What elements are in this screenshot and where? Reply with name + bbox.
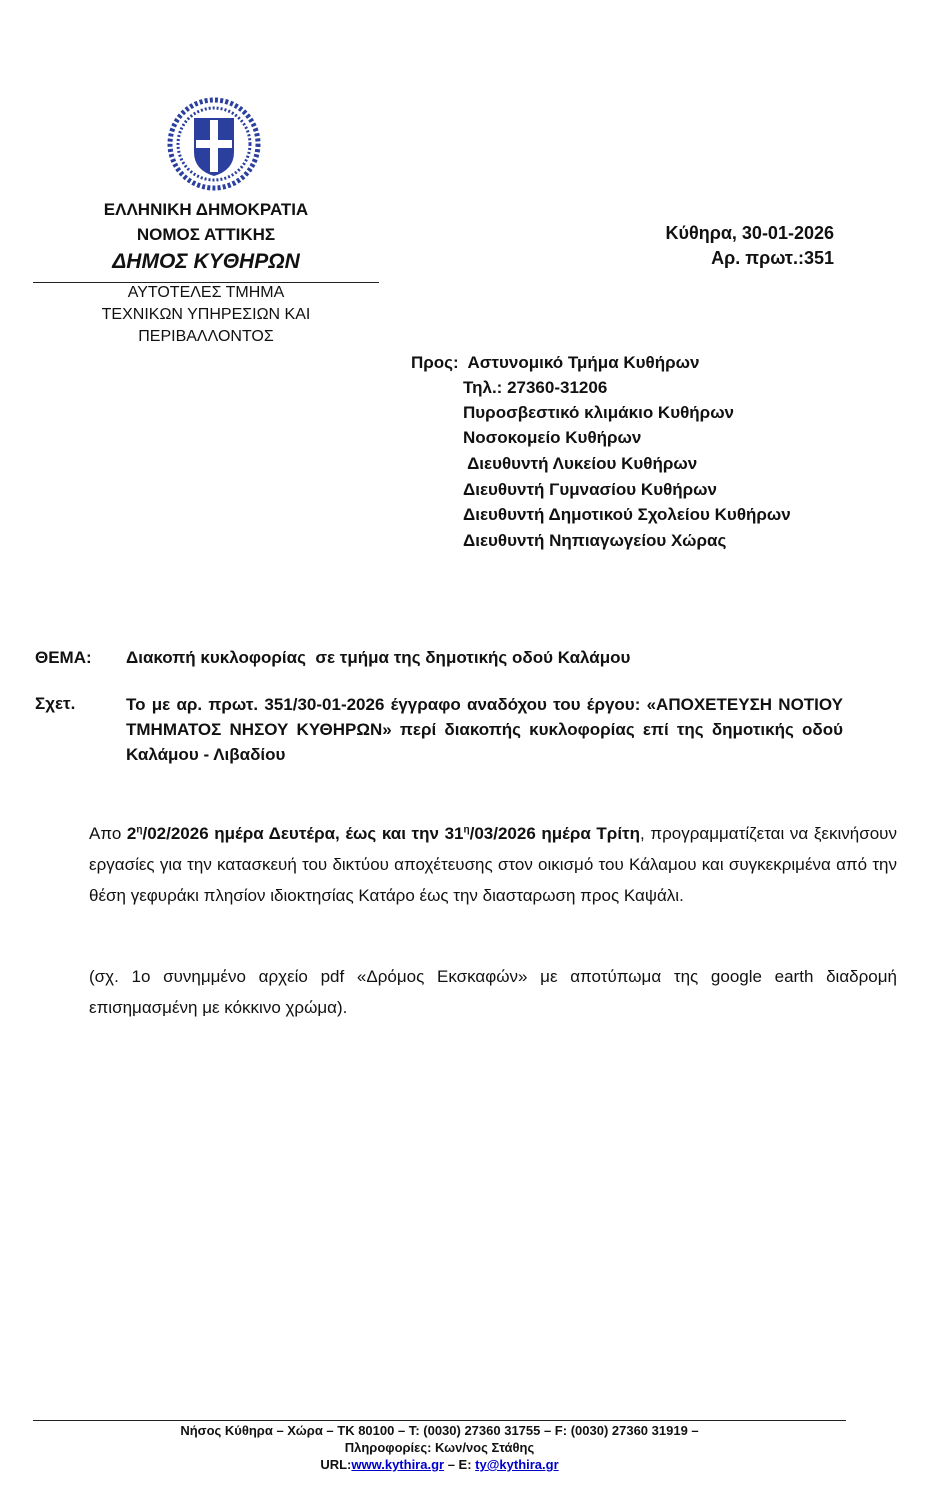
recipient-item: Διευθυντή Λυκείου Κυθήρων <box>463 454 698 473</box>
subject-label: ΘΕΜΑ: <box>35 648 92 667</box>
footer-contact: Πληροφορίες: Κων/νος Στάθης <box>344 1440 535 1455</box>
republic-heading: ΕΛΛΗΝΙΚΗ ΔΗΜΟΚΡΑΤΙΑ <box>103 200 309 219</box>
recipient-item: Διευθυντή Δημοτικού Σχολείου Κυθήρων <box>463 505 791 524</box>
subject-text: Διακοπή κυκλοφορίας σε τμήμα της δημοτικής οδού Καλάμου <box>126 648 631 667</box>
url-label: URL: <box>320 1457 352 1472</box>
prefecture-heading: ΝΟΜΟΣ ΑΤΤΙΚΗΣ <box>136 225 276 244</box>
recipient-item: Πυροσβεστικό κλιμάκιο Κυθήρων <box>463 403 735 422</box>
header-divider <box>33 282 379 283</box>
recipient-first: Αστυνομικό Τμήμα Κυθήρων <box>467 353 700 372</box>
end-date-rest: /03/2026 ημέρα Τρίτη <box>469 824 641 843</box>
start-date-day: 2 <box>126 824 137 843</box>
municipality-heading: ΔΗΜΟΣ ΚΥΘΗΡΩΝ <box>112 250 300 273</box>
p1-rest: προγραμματίζεται να ξεκινήσουν εργασίες για την κατασκευή του δικτύου αποχέτευσης στον οικισμό του Κάλαμου και συγκεκριμένα από την θέση γεφυράκι πλησίον ιδιοκτησίας Κατάρο έως την διασταρωση προς Καψάλι. <box>89 824 897 905</box>
start-date-rest: /02/2026 ημέρα Δευτέρα, έως και την 31 <box>142 824 464 843</box>
start-date-sup: η <box>136 824 143 836</box>
email-separator: – E: <box>444 1457 476 1472</box>
protocol-number: Αρ. πρωτ.:351 <box>711 248 834 268</box>
recipients-label: Προς: <box>411 353 459 372</box>
place-date: Κύθηρα, 30-01-2026 <box>665 223 834 243</box>
recipient-item: Διευθυντή Νηπιαγωγείου Χώρας <box>463 531 727 550</box>
recipients-block <box>411 353 699 373</box>
p1-comma: , <box>640 824 645 843</box>
footer-links <box>33 1457 846 1472</box>
reference-label: Σχετ. <box>35 694 76 713</box>
department-line: ΑΥΤΟΤΕΛΕΣ ΤΜΗΜΑ <box>127 284 285 301</box>
footer-address: Νήσος Κύθηρα – Χώρα – ΤΚ 80100 – Τ: (0030) 27360 31755 – F: (0030) 27360 31919 – <box>180 1423 699 1438</box>
reference-text: Το με αρ. πρωτ. 351/30-01-2026 έγγραφο αναδόχου του έργου: «ΑΠΟΧΕΤΕΥΣΗ ΝΟΤΙΟΥ ΤΜΗΜΑΤΟΣ ΝΗΣΟΥ ΚΥΘΗΡΩΝ» περί διακοπής κυκλοφορίας επί της δημοτικής οδού Καλάμου - Λιβαδίου <box>126 695 843 764</box>
website-link[interactable]: www.kythira.gr <box>351 1457 445 1472</box>
body-paragraph <box>35 818 897 911</box>
greek-coat-of-arms-icon <box>166 96 262 192</box>
attachment-note: (σχ. 1ο συνημμένο αρχείο pdf «Δρόμος Εκσκαφών» με αποτύπωμα της google earth διαδρομή επισημασμένη με κόκκινο χρώμα). <box>89 967 897 1017</box>
recipient-item: Διευθυντή Γυμνασίου Κυθήρων <box>463 480 717 499</box>
recipient-item: Τηλ.: 27360-31206 <box>463 378 608 397</box>
recipient-item: Νοσοκομείο Κυθήρων <box>463 428 642 447</box>
email-link[interactable]: ty@kythira.gr <box>475 1457 559 1472</box>
footer-divider <box>33 1420 846 1421</box>
p1-lead: Απο <box>89 824 127 843</box>
department-line: ΠΕΡΙΒΑΛΛΟΝΤΟΣ <box>138 328 274 345</box>
department-line: ΤΕΧΝΙΚΩΝ ΥΠΗΡΕΣΙΩΝ ΚΑΙ <box>101 306 311 323</box>
end-date-sup: η <box>463 824 470 836</box>
